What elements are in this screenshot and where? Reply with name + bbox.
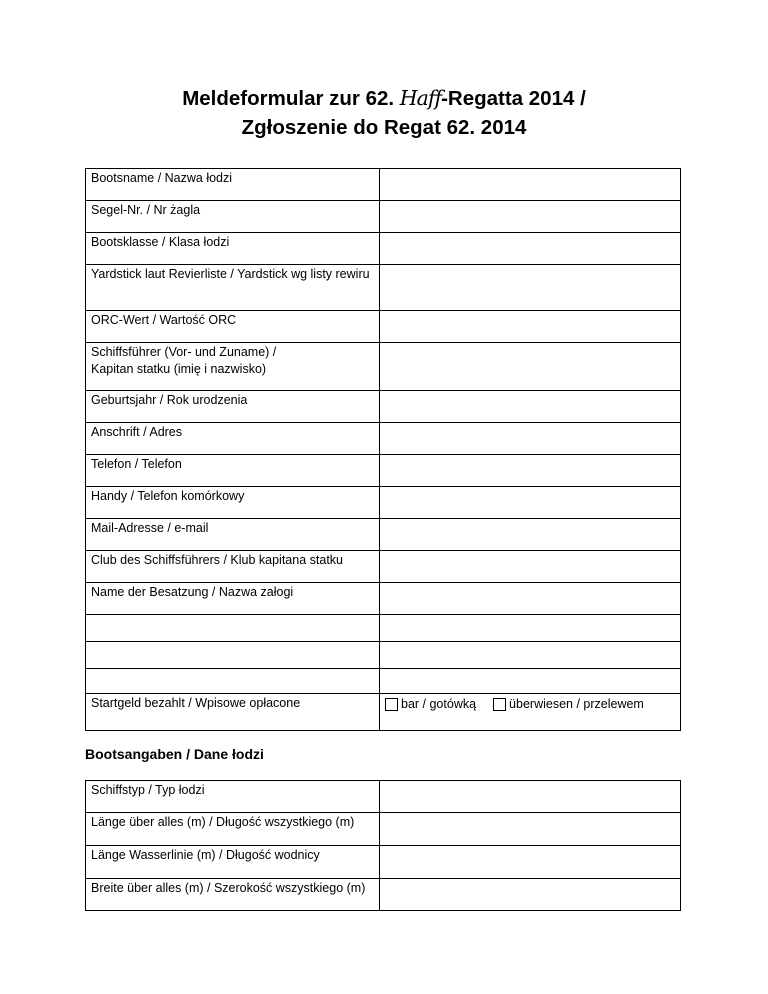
label-skipper-club: Club des Schiffsführers / Klub kapitana statku [86,551,380,583]
label-email: Mail-Adresse / e-mail [86,519,380,551]
label-mobile: Handy / Telefon komórkowy [86,487,380,519]
label-boat-type: Schiffstyp / Typ łodzi [86,781,380,813]
field-boat-type[interactable] [380,781,681,813]
field-crew-extra-label-1[interactable] [86,615,380,642]
haff-logo-text: Haff [399,86,442,110]
field-crew-extra-label-2[interactable] [86,642,380,669]
boat-details-table [85,780,681,911]
label-boat-class: Bootsklasse / Klasa łodzi [86,233,380,265]
label-beam: Breite über alles (m) / Szerokość wszystkiego (m) [86,879,380,911]
checkbox-cash[interactable] [385,698,398,711]
label-skipper-name-pl: Kapitan statku (imię i nazwisko) [91,362,267,376]
boat-section-heading: Bootsangaben / Dane łodzi [85,746,264,762]
label-birth-year: Geburtsjahr / Rok urodzenia [86,391,380,423]
field-skipper-name[interactable] [380,343,681,391]
label-boat-name: Bootsname / Nazwa łodzi [86,169,380,201]
label-crew-name: Name der Besatzung / Nazwa załogi [86,583,380,615]
checkbox-transfer[interactable] [493,698,506,711]
payment-cash-label: bar / gotówką [401,697,477,711]
field-crew-extra-2[interactable] [380,642,681,669]
label-orc-value: ORC-Wert / Wartość ORC [86,311,380,343]
field-length-overall[interactable] [380,813,681,846]
field-skipper-club[interactable] [380,551,681,583]
form-title-part-1: Meldeformular zur 62. [182,87,400,110]
field-phone[interactable] [380,455,681,487]
payment-transfer-option[interactable] [493,696,644,713]
label-address: Anschrift / Adres [86,423,380,455]
label-sail-number: Segel-Nr. / Nr żagla [86,201,380,233]
label-skipper-name-de: Schiffsführer (Vor- und Zuname) / [91,345,277,359]
form-title-line-1 [0,83,768,114]
form-title-line-2: Zgłoszenie do Regat 62. 2014 [241,116,527,139]
field-email[interactable] [380,519,681,551]
label-yardstick: Yardstick laut Revierliste / Yardstick wg listy rewiru [86,265,380,311]
payment-cash-option[interactable] [385,696,476,713]
field-birth-year[interactable] [380,391,681,423]
form-title-part-2: -Regatta 2014 / [441,87,586,110]
field-waterline-length[interactable] [380,846,681,879]
field-crew-name[interactable] [380,583,681,615]
field-address[interactable] [380,423,681,455]
field-yardstick[interactable] [380,265,681,311]
label-length-overall: Länge über alles (m) / Długość wszystkiego (m) [86,813,380,846]
field-crew-extra-label-3[interactable] [86,669,380,694]
registration-table [85,168,681,731]
field-boat-name[interactable] [380,169,681,201]
payment-transfer-label: überwiesen / przelewem [509,697,644,711]
label-skipper-name [86,343,380,391]
label-waterline-length: Länge Wasserlinie (m) / Długość wodnicy [86,846,380,879]
field-crew-extra-1[interactable] [380,615,681,642]
field-boat-class[interactable] [380,233,681,265]
field-crew-extra-3[interactable] [380,669,681,694]
label-fee-paid: Startgeld bezahlt / Wpisowe opłacone [86,694,380,731]
label-phone: Telefon / Telefon [86,455,380,487]
field-orc-value[interactable] [380,311,681,343]
field-sail-number[interactable] [380,201,681,233]
payment-options [380,694,681,731]
field-beam[interactable] [380,879,681,911]
field-mobile[interactable] [380,487,681,519]
